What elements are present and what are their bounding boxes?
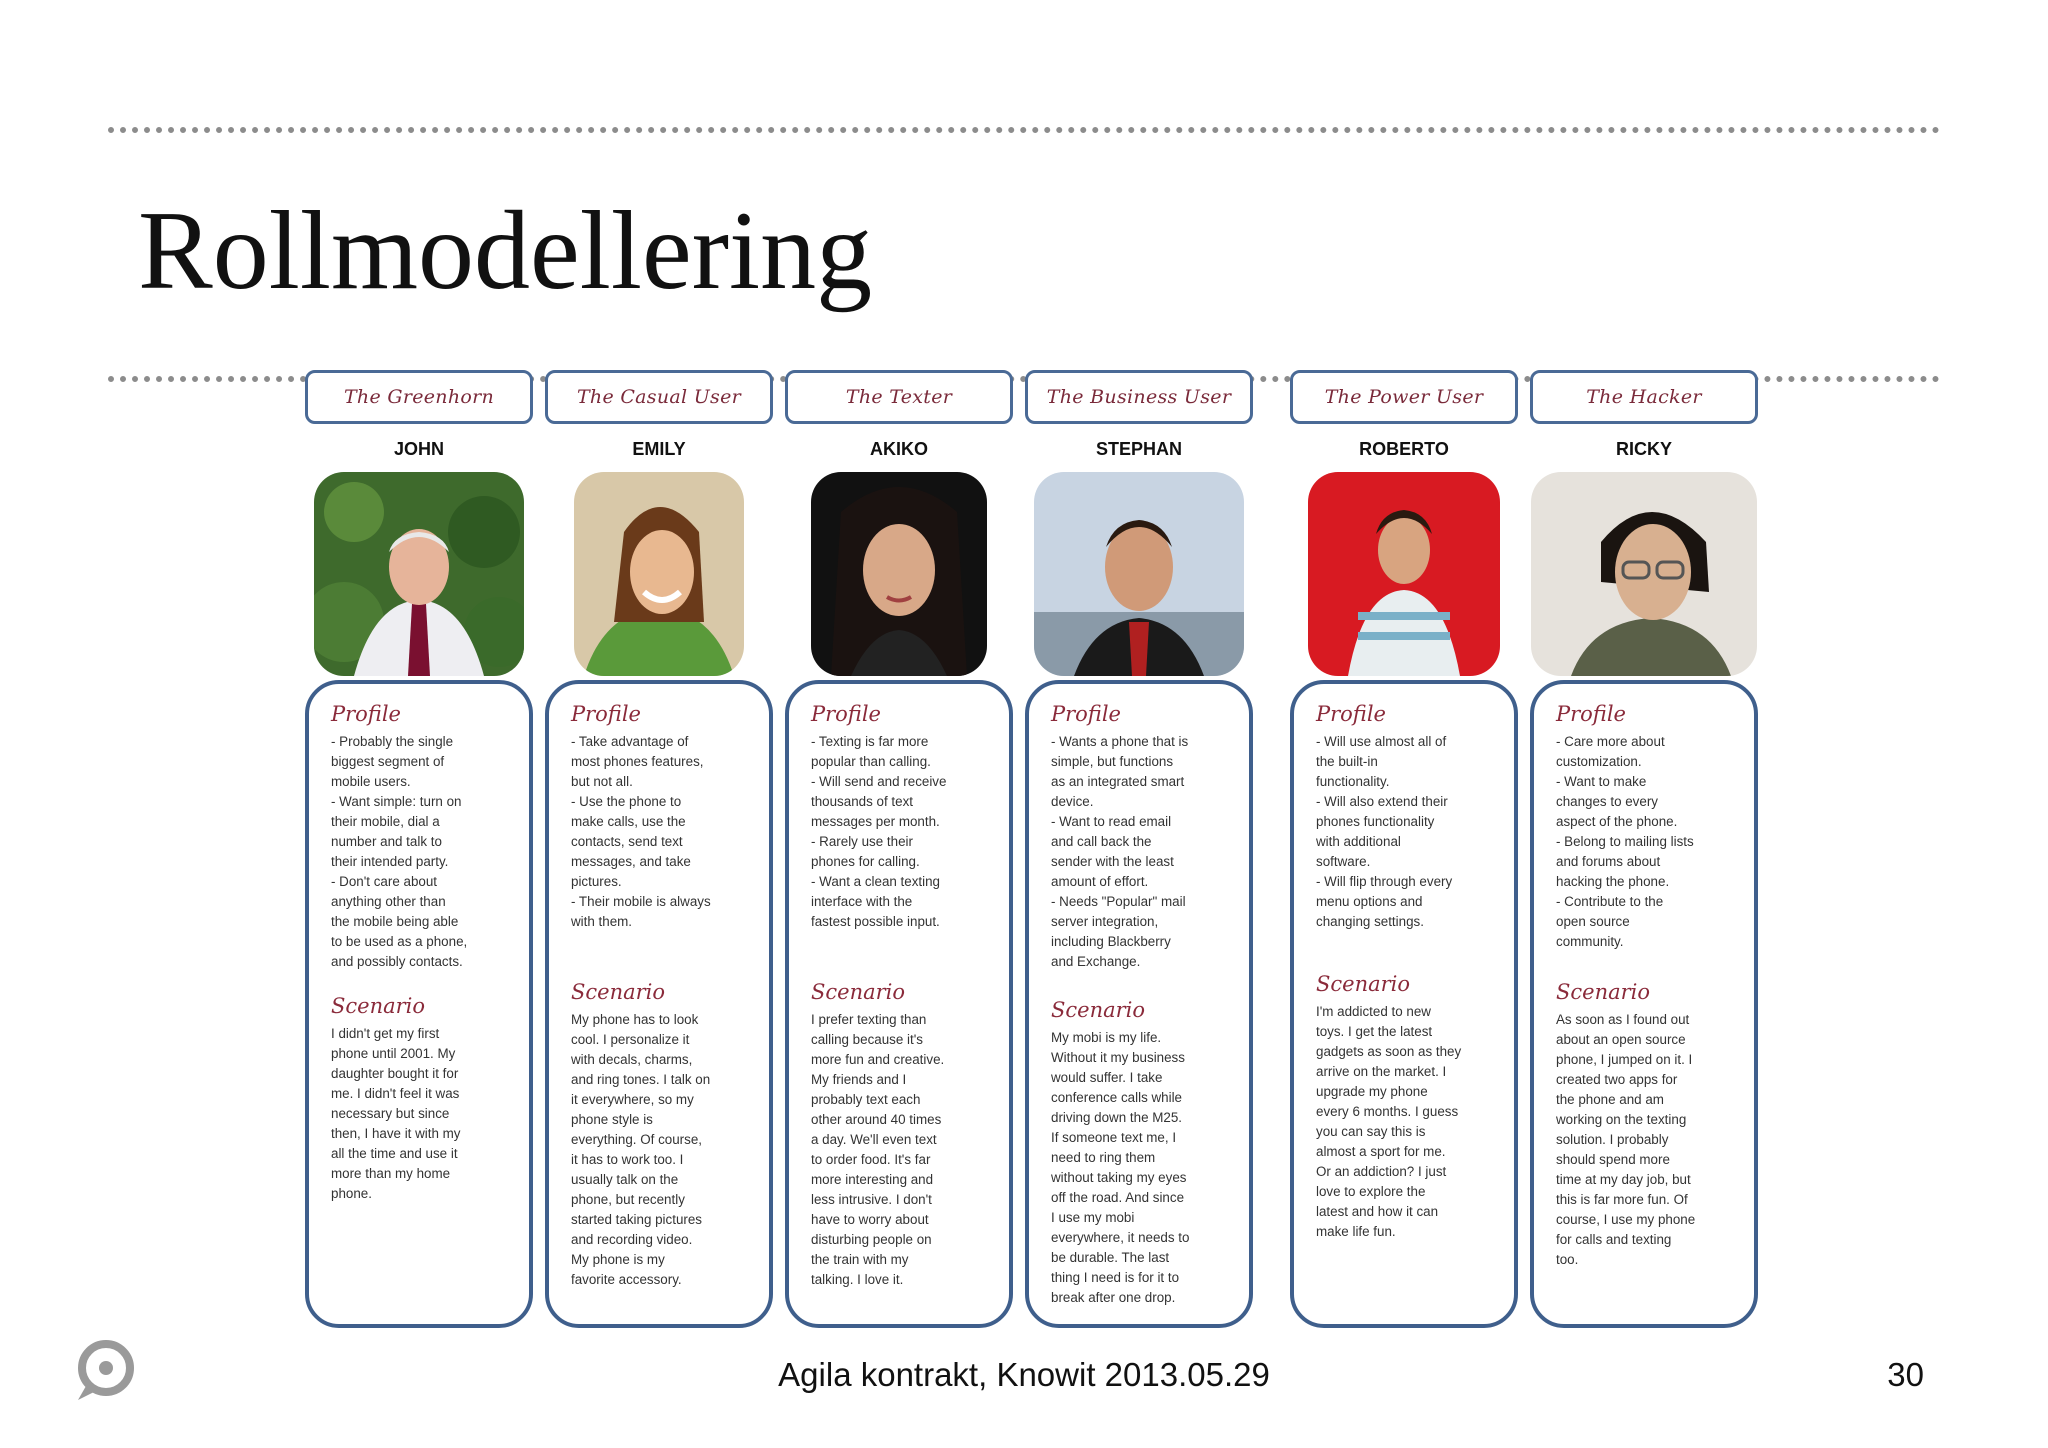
profile-text: - Wants a phone that is simple, but functions as an integrated smart device. - Want to read email and call back the sender with the least amount of effort. - Needs "Popular" mail server integration, including Blackberry and Exchange.: [1051, 734, 1189, 969]
page-number: 30: [1887, 1356, 1924, 1393]
profile-text: - Will use almost all of the built-in functionality. - Will also extend their phones functionality with additional software. - Will flip through every menu options and changing settings.: [1316, 734, 1453, 929]
persona-description-card: [1025, 680, 1253, 1328]
persona-description-card: [545, 680, 773, 1328]
top-dotted-divider: [108, 127, 1940, 133]
portrait-photo: [1308, 472, 1500, 676]
portrait-photo: [574, 472, 744, 676]
persona-photo: [1308, 472, 1500, 676]
scenario-text: I prefer texting than calling because it's more fun and creative. My friends and I probably text each other around 40 times a day. We'll even text to order food. It's far more interesting and less intrusive. I don't have to worry about disturbing people on the train with my talking. I love it.: [811, 1012, 945, 1287]
scenario-text: I didn't get my first phone until 2001. My daughter bought it for me. I didn't feel it was necessary but since then, I have it with my all the time and use it more than my home phone.: [331, 1026, 461, 1201]
persona-role-label: The Power User: [1290, 370, 1518, 424]
persona-photo: [1531, 472, 1757, 676]
persona-card-power-user: [1290, 370, 1518, 1239]
persona-description-card: [785, 680, 1013, 1328]
scenario-text: My phone has to look cool. I personalize it with decals, charms, and ring tones. I talk on it everywhere, so my phone style is everything. Of course, it has to work too. I usually talk on the phone, but recently started taking pictures and recording video. My phone is my favorite accessory.: [571, 1012, 711, 1287]
scenario-heading: Scenario: [1316, 972, 1411, 996]
persona-card-hacker: [1530, 370, 1758, 1267]
profile-text: - Care more about customization. - Want to make changes to every aspect of the phone. - Belong to mailing lists and forums about hacking the phone. - Contribute to the open source community.: [1556, 734, 1694, 949]
profile-heading: Profile: [1051, 702, 1121, 726]
slide-title: Rollmodellering: [138, 189, 873, 313]
persona-card-greenhorn: [305, 370, 533, 1201]
persona-role-label: The Casual User: [545, 370, 773, 424]
scenario-heading: Scenario: [571, 980, 666, 1004]
profile-heading: Profile: [1556, 702, 1626, 726]
scenario-text: As soon as I found out about an open source phone, I jumped on it. I created two apps for the phone and am working on the texting solution. I probably should spend more time at my day job, but this is far more fun. Of course, I use my phone for calls and texting too.: [1556, 1012, 1696, 1267]
scenario-text: My mobi is my life. Without it my business would suffer. I take conference calls while driving down the M25. If someone text me, I need to ring them without taking my eyes off the road. And since I use my mobi everywhere, it needs to be durable. The last thing I need is for it to break after one drop.: [1051, 1030, 1190, 1305]
persona-role-label: The Greenhorn: [305, 370, 533, 424]
profile-heading: Profile: [811, 702, 881, 726]
profile-text: - Probably the single biggest segment of mobile users. - Want simple: turn on their mobile, dial a number and talk to their intended party. - Don't care about anything other than the mobile being able to be used as a phone, and possibly contacts.: [331, 734, 468, 969]
scenario-heading: Scenario: [1556, 980, 1651, 1004]
persona-photo: [811, 472, 987, 676]
persona-card-texter: [785, 370, 1013, 1287]
persona-card-business-user: [1025, 370, 1253, 1305]
persona-description-card: [305, 680, 533, 1328]
persona-card-casual-user: [545, 370, 773, 1287]
persona-role-label: The Hacker: [1530, 370, 1758, 424]
persona-description-card: [1290, 680, 1518, 1328]
portrait-photo: [1034, 472, 1244, 676]
portrait-photo: [314, 472, 524, 676]
persona-name: JOHN: [393, 439, 444, 459]
profile-heading: Profile: [1316, 702, 1386, 726]
portrait-photo: [1531, 472, 1757, 676]
slide-footer: Agila kontrakt, Knowit 2013.05.29: [778, 1356, 1270, 1393]
persona-name: ROBERTO: [1359, 439, 1449, 459]
persona-photo: [314, 472, 524, 676]
scenario-text: I'm addicted to new toys. I get the latest gadgets as soon as they arrive on the market. I upgrade my phone every 6 months. I guess you can say this is almost a sport for me. Or an addiction? I just love to explore the latest and how it can make life fun.: [1316, 1004, 1462, 1239]
persona-photo: [574, 472, 744, 676]
persona-role-label: The Business User: [1025, 370, 1253, 424]
persona-name: STEPHAN: [1095, 439, 1182, 459]
profile-text: - Texting is far more popular than calling. - Will send and receive thousands of text messages per month. - Rarely use their phones for calling. - Want a clean texting interface with the fastest possible input.: [811, 734, 947, 929]
portrait-photo: [811, 472, 987, 676]
persona-name: AKIKO: [870, 439, 928, 459]
profile-heading: Profile: [571, 702, 641, 726]
persona-photo: [1034, 472, 1244, 676]
profile-heading: Profile: [331, 702, 401, 726]
persona-role-label: The Texter: [785, 370, 1013, 424]
scenario-heading: Scenario: [331, 994, 426, 1018]
persona-description-card: [1530, 680, 1758, 1328]
persona-name: RICKY: [1615, 439, 1672, 459]
profile-text: - Take advantage of most phones features, but not all. - Use the phone to make calls, use the contacts, send text messages, and take pictures. - Their mobile is always with them.: [571, 734, 711, 929]
scenario-heading: Scenario: [1051, 998, 1146, 1022]
scenario-heading: Scenario: [811, 980, 906, 1004]
persona-name: EMILY: [632, 439, 686, 459]
